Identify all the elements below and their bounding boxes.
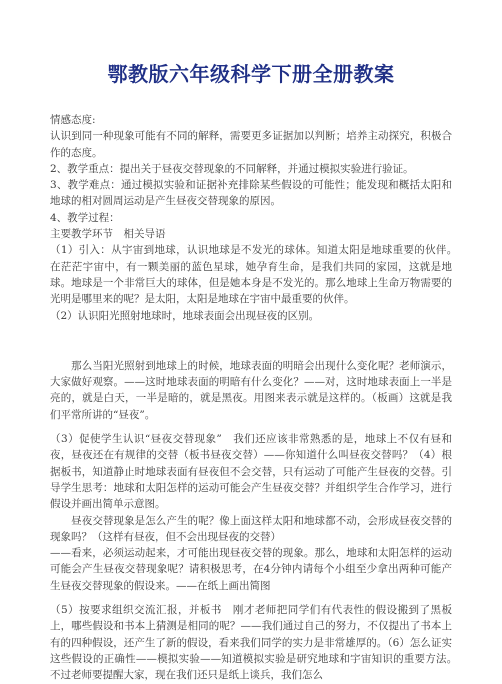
paragraph-step-2: （2）认识阳光照射地球时，地球表面会出现昼夜的区别。 — [50, 309, 320, 322]
paragraph-gap — [50, 594, 452, 602]
paragraph-step-3-4: （3）促使学生认识“昼夜交替现象” 我们还应该非常熟悉的是，地球上不仅有昼和夜，昼夜还在有规律的交替（板书昼夜交替）——你知道什么叫昼夜交替吗？（4）根据板书，知道静止时地球表面有昼夜但不会交替，只有运动了可能产生昼夜的交替。引导学生思考：地球和太阳怎样的运动可能会产生昼夜交替？并组织学生合作学习，进行假设并画出简单示意图。 — [50, 433, 452, 511]
paragraph-process-heading: 4、教学过程： — [50, 211, 120, 224]
paragraph-steps-heading: 主要教学环节 相关导语 — [50, 228, 166, 241]
paragraph-gap — [50, 324, 452, 358]
paragraph-gap — [50, 423, 452, 431]
paragraph-step-4-hypothesis: ——看来，必须运动起来，才可能出现昼夜交替的现象。那么，地球和太阳怎样的运动可能会产生昼夜交替现象呢？请积极思考，在4分钟内请每个小组至少拿出两种可能产生昼夜交替现象的假设来。——在纸上画出简图 — [50, 547, 452, 592]
document-title: 鄂教版六年级科学下册全册教案 — [107, 62, 395, 86]
paragraph-key-point: 2、教学重点：提出关于昼夜交替现象的不同解释，并通过模拟实验进行验证。 — [50, 162, 414, 175]
paragraph-difficulty: 3、教学难点：通过模拟实验和证据补充排除某些假设的可能性；能发现和概括太阳和地球的相对圆周运动是产生昼夜交替现象的原因。 — [50, 179, 452, 208]
paragraph-step-1: （1）引入：从宇宙到地球，认识地球是不发光的球体。知道太阳是地球重要的伙伴。 在茫茫宇宙中，有一颗美丽的蓝色星球，她孕育生命，是我们共同的家园，这就是地球。地球是一个非常巨大的球体，但是她本身是不发光的。那么地球上生命万物需要的光明是哪里来的呢？是太阳，太阳是地球在宇宙中最重要的伙伴。 — [50, 244, 463, 306]
paragraph-step-4-detail: 昼夜交替现象是怎么产生的呢？像上面这样太阳和地球都不动，会形成昼夜交替的现象吗？（这样有昼夜，但不会出现昼夜的交替） — [50, 514, 452, 543]
document-body — [50, 112, 463, 684]
paragraph-step-2-detail: 那么当阳光照射到地球上的时候，地球表面的明暗会出现什么变化呢？老师演示，大家做好观察。——这时地球表面的明暗有什么变化？——对，这时地球表面上一半是亮的，就是白天，一半是暗的，就是黑夜。用图来表示就是这样的。（板画）这就是我们平常所讲的“昼夜”。 — [50, 359, 452, 421]
paragraph-emotion-heading: 情感态度: — [50, 114, 96, 126]
paragraph-step-5-6: （5）按要求组织交流汇报，并板书 刚才老师把同学们有代表性的假设搬到了黑板上，哪些假设和书本上猜测是相同的呢？——我们通过自己的努力，不仅提出了书本上有的四种假设，还产生了新的假设，看来我们同学的实力是非常雄厚的。（6）怎么证实这些假设的正确性——模拟实验——知道模拟实验是研究地球和宇宙知识的重要方法。 不过老师要提醒大家，现在我们还只是纸上谈兵，我们怎么 — [50, 604, 463, 682]
paragraph-emotion-text: 认识到同一种现象可能有不同的解释，需要更多证据加以判断；培养主动探究，积极合作的态度。 — [50, 130, 452, 159]
